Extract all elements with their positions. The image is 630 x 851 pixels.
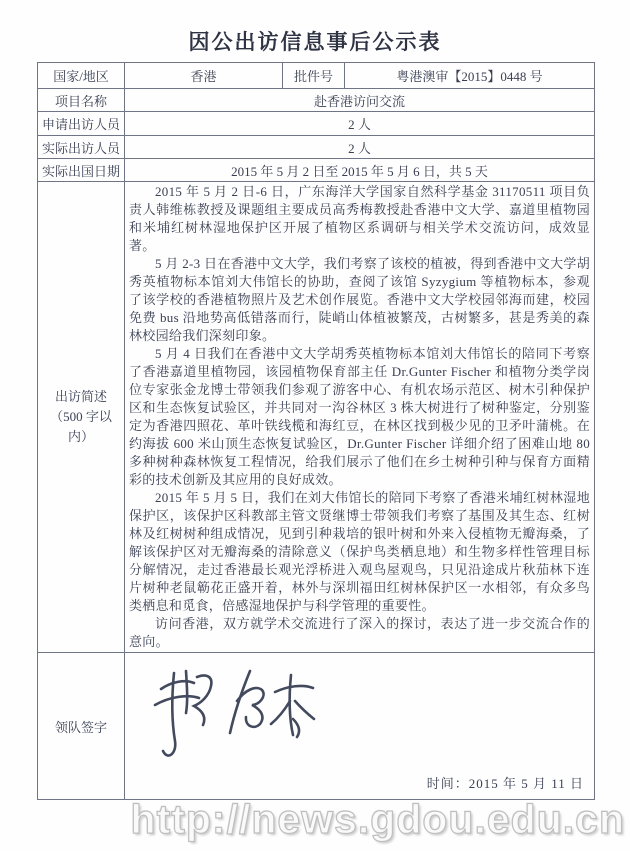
field-label-applied-personnel: 申请出访人员 [38, 112, 125, 136]
trip-summary-label-line2: （500 字以内） [50, 409, 112, 444]
summary-paragraph: 5 月 2-3 日在香港中文大学，我们考察了该校的植被，得到香港中文大学胡秀英植物标本馆刘大伟馆长的协助，查阅了该馆 Syzygium 等植物标本，参观了该学校的香港植物照片及艺术创作展览。香港中文大学校园邻海而建，校园免费 bus 沿地势高低错落而行，陡峭山体植被繁茂，古树繁多，甚是秀美的森林校园给我们深刻印象。 [129, 256, 590, 343]
table-row [38, 159, 595, 182]
table-row [38, 89, 595, 112]
field-label-country: 国家/地区 [38, 63, 125, 89]
field-value-project: 赴香港访问交流 [125, 89, 595, 112]
field-label-approval-no: 批件号 [283, 63, 345, 89]
field-label-travel-dates: 实际出国日期 [38, 159, 125, 182]
field-label-project: 项目名称 [38, 89, 125, 112]
field-value-approval-no: 粤港澳审【2015】0448 号 [345, 63, 595, 89]
field-label-trip-summary [38, 182, 125, 653]
field-value-travel-dates: 2015 年 5 月 2 日至 2015 年 5 月 6 日，共 5 天 [125, 159, 595, 182]
table-row [38, 182, 595, 653]
field-value-leader-signature [125, 653, 595, 800]
trip-summary-text [129, 183, 590, 651]
trip-summary-label-line1: 出访简述 [54, 389, 107, 404]
table-row [38, 136, 595, 159]
summary-paragraph: 2015 年 5 月 5 日，我们在刘大伟馆长的陪同下考察了香港米埔红树林湿地保护区，该保护区科教部主管文贤继博士带领我们考察了基围及其生态、红树林及红树树种组成情况，见到引种栽培的银叶树和外来入侵植物无瓣海桑，了解该保护区对无瓣海桑的清除意义（保护鸟类栖息地）和生物多样性管理目标分解情况，走过香港最长观光浮桥进入观鸟屋观鸟，只见沿途成片秋茄林下连片树种老鼠簕花正盛开着，林外与深圳福田红树林保护区一水相邻，有众多鸟类栖息和觅食，倍感湿地保护与科学管理的重要性。 [129, 490, 590, 613]
field-value-applied-personnel: 2 人 [125, 112, 595, 136]
signature-date: 时间：2015 年 5 月 11 日 [426, 776, 584, 791]
table-row [38, 112, 595, 136]
field-label-actual-personnel: 实际出访人员 [38, 136, 125, 159]
field-value-trip-summary [125, 182, 595, 653]
summary-paragraph: 5 月 4 日我们在香港中文大学胡秀英植物标本馆刘大伟馆长的陪同下考察了香港嘉道里植物园，该园植物保育部主任 Dr.Gunter Fischer 和植物分类学岗位专家张金龙博士带领我们参观了游客中心、有机农场示范区、树木引种保护区和生态恢复试验区，并共同对一沟谷林区 3 株大树进行了树种鉴定，分别鉴定为香港四照花、革叶铁线榄和海红豆，在林区找到极少见的卫矛叶蒲桃。在约海拔 600 米山顶生态恢复试验区，Dr.Gunter Fischer 详细介绍了困难山地 80 多种树种森林恢复工程情况，给我们展示了他们在乡土树种引种与保育方面精彩的技术创新及其应用的良好成效。 [129, 346, 590, 487]
table-row [38, 653, 595, 800]
handwritten-signature [147, 659, 327, 771]
disclosure-form-table [37, 62, 595, 800]
field-label-leader-signature: 领队签字 [38, 653, 125, 800]
field-value-actual-personnel: 2 人 [125, 136, 595, 159]
field-value-country: 香港 [125, 63, 283, 89]
watermark-url: http://news.gdou.edu.cn [130, 796, 625, 842]
summary-paragraph: 2015 年 5 月 2 日-6 日，广东海洋大学国家自然科学基金 31170511 项目负责人韩维栋教授及课题组主要成员高秀梅教授赴香港中文大学、嘉道里植物园和米埔红树林湿地保护区开展了植物区系调研与相关学术交流访问，成效显著。 [129, 184, 590, 253]
page-title: 因公出访信息事后公示表 [188, 30, 442, 54]
summary-paragraph: 访问香港，双方就学术交流进行了深入的探讨，表达了进一步交流合作的意向。 [129, 616, 590, 649]
table-row [38, 63, 595, 89]
